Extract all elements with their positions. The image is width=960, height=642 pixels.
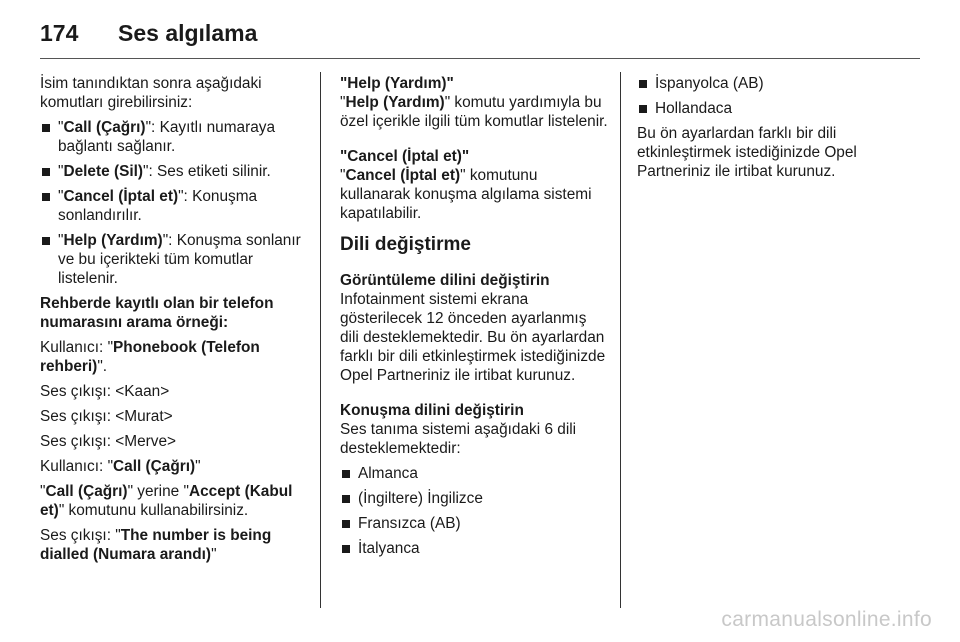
bullet-square-icon <box>342 495 350 503</box>
header-divider <box>40 58 920 59</box>
cancel-text: "Cancel (İptal et)" komutunu kullanarak konuşma algılama sistemi kapatılabilir. <box>340 167 592 222</box>
cancel-heading: "Cancel (İptal et)" <box>340 148 470 165</box>
command-bullet-help: "Help (Yardım)": Konuşma sonlanır ve bu içerikteki tüm komutlar listelenir. <box>40 231 308 288</box>
column-divider-1 <box>320 72 321 608</box>
bullet-square-icon <box>342 470 350 478</box>
command-name: Delete (Sil) <box>63 163 144 180</box>
example-heading: Rehberde kayıtlı olan bir telefon numarasını arama örneği: <box>40 295 274 331</box>
bullet-square-icon <box>342 545 350 553</box>
dialog-user-line-2: Kullanıcı: "Call (Çağrı)" <box>40 458 201 475</box>
display-language-text: Infotainment sistemi ekrana gösterilecek 12 önceden ayarlanmış dili desteklemektedir. Bu ön ayarlardan farklı bir dili etkinleştirmek istediğinizde Opel Partneriniz ile irtibat kurunuz. <box>340 291 606 384</box>
column-2 <box>340 74 608 564</box>
page-number: 174 <box>40 20 79 46</box>
bullet-square-icon <box>342 520 350 528</box>
language-item: Hollandaca <box>637 99 917 118</box>
watermark: carmanualsonline.info <box>721 608 932 631</box>
command-name: Cancel (İptal et) <box>63 188 179 205</box>
display-language-heading: Görüntüleme dilini değiştirin <box>340 272 550 289</box>
help-text: "Help (Yardım)" komutu yardımıyla bu özel içerikle ilgili tüm komutlar listelenir. <box>340 94 608 130</box>
dialog-voice-line-4: Ses çıkışı: "The number is being dialled (Numara arandı)" <box>40 527 272 563</box>
help-heading: "Help (Yardım)" <box>340 75 454 92</box>
command-bullet-call: "Call (Çağrı)": Kayıtlı numaraya bağlantı sağlanır. <box>40 118 308 156</box>
command-bullet-delete: "Delete (Sil)": Ses etiketi silinir. <box>40 162 308 181</box>
bullet-square-icon <box>42 124 50 132</box>
section-title: Dili değiştirme <box>340 234 471 255</box>
language-item: İspanyolca (AB) <box>637 74 917 93</box>
command-bullet-cancel: "Cancel (İptal et)": Konuşma sonlandırılır. <box>40 187 308 225</box>
bullet-square-icon <box>42 237 50 245</box>
command-name: Call (Çağrı) <box>63 119 146 136</box>
speech-language-text: Ses tanıma sistemi aşağıdaki 6 dili desteklemektedir: <box>340 421 577 457</box>
dialog-voice-line-3: Ses çıkışı: <Merve> <box>40 433 176 450</box>
bullet-square-icon <box>42 193 50 201</box>
language-item: İtalyanca <box>340 539 608 558</box>
language-item: (İngiltere) İngilizce <box>340 489 608 508</box>
page-title: Ses algılama <box>118 20 258 46</box>
bullet-square-icon <box>42 168 50 176</box>
intro-text: İsim tanındıktan sonra aşağıdaki komutları girebilirsiniz: <box>40 75 262 111</box>
column-3 <box>637 74 917 187</box>
dialog-user-line-1: Kullanıcı: "Phonebook (Telefon rehberi)". <box>40 339 260 375</box>
language-item: Almanca <box>340 464 608 483</box>
column-divider-2 <box>620 72 621 608</box>
contact-note: Bu ön ayarlardan farklı bir dili etkinleştirmek istediğinizde Opel Partneriniz ile irtibat kurunuz. <box>637 125 857 180</box>
bullet-square-icon <box>639 80 647 88</box>
command-name: Help (Yardım) <box>63 232 163 249</box>
page-header <box>40 14 920 54</box>
bullet-square-icon <box>639 105 647 113</box>
alternative-command-note: "Call (Çağrı)" yerine "Accept (Kabul et)" komutunu kullanabilirsiniz. <box>40 483 293 519</box>
column-1 <box>40 74 308 570</box>
speech-language-heading: Konuşma dilini değiştirin <box>340 402 524 419</box>
language-item: Fransızca (AB) <box>340 514 608 533</box>
dialog-voice-line-2: Ses çıkışı: <Murat> <box>40 408 173 425</box>
dialog-voice-line-1: Ses çıkışı: <Kaan> <box>40 383 170 400</box>
